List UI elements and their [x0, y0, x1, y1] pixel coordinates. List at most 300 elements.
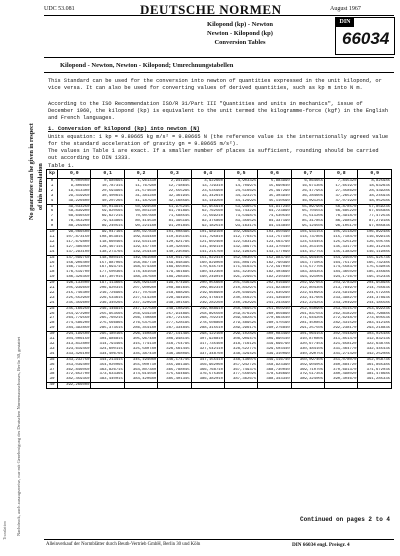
table-cell: 248,108245 [158, 306, 191, 311]
table-cell: 371,672035 [358, 368, 392, 373]
table-cell: 294,199500 [58, 332, 91, 337]
row-kp-value: 30 [47, 332, 58, 337]
table-cell: 317,735460 [191, 342, 224, 347]
table-cell: 308,909475 [224, 337, 257, 342]
table-cell: 46,091255 [291, 199, 324, 204]
table-cell: 331,464770 [325, 347, 358, 352]
table-cell: 237,320930 [124, 301, 157, 306]
table-cell: 76,491870 [325, 214, 358, 219]
table-cell: 41,187930 [124, 199, 157, 204]
table-cell: 304,986815 [91, 337, 124, 342]
table-cell: 183,384355 [291, 270, 324, 275]
table-cell: 53,936575 [224, 204, 257, 209]
table-cell: 285,373515 [91, 326, 124, 331]
table-cell: 150,041745 [158, 255, 191, 260]
table-cell: 96,105170 [325, 224, 358, 229]
table-cell: 379,517355 [291, 372, 324, 377]
table-cell: 376,575360 [191, 372, 224, 377]
table-cell [91, 383, 124, 389]
table-cell: 200,055660 [191, 281, 224, 286]
table-cell: 182,403690 [258, 270, 291, 275]
table-cell: 158,867730 [124, 261, 157, 266]
table-cell: 85,317855 [291, 219, 324, 224]
table-cell: 84,337190 [258, 219, 291, 224]
table-cell: 104,931155 [291, 230, 324, 235]
table-cell: 165,732385 [358, 261, 392, 266]
table-cell: 131,409110 [191, 245, 224, 250]
table-cell: 311,851470 [325, 337, 358, 342]
table-cell: 177,500365 [91, 270, 124, 275]
table-cell: 47,071920 [325, 199, 358, 204]
table-cell: 320,677455 [291, 342, 324, 347]
row-kp-value: 6 [47, 209, 58, 214]
table-cell: 138,273765 [91, 250, 124, 255]
table-cell: 140,235095 [158, 250, 191, 255]
table-cell: 18,632635 [358, 184, 392, 189]
table-cell: 386,382010 [191, 377, 224, 382]
table-cell: 207,900980 [124, 286, 157, 291]
row-kp-value: 3 [47, 194, 58, 199]
document-reference: DIN 66034 engl. Preisgr. 4 [292, 542, 350, 548]
table-cell: 64,723890 [258, 209, 291, 214]
table-cell: 19,613300 [58, 189, 91, 194]
column-header: 0,7 [291, 170, 324, 179]
table-cell: 221,630290 [258, 291, 291, 296]
table-cell: 318,716125 [224, 342, 257, 347]
row-kp-value: 35 [47, 357, 58, 362]
table-cell: 133,370440 [258, 245, 291, 250]
table-cell: 136,312435 [358, 245, 392, 250]
table-cell: 250,069575 [224, 306, 257, 311]
table-cell: 126,505785 [358, 240, 392, 245]
table-cell: 54,917240 [258, 204, 291, 209]
table-cell: 342,252085 [358, 352, 392, 357]
table-cell: 13,729310 [191, 184, 224, 189]
table-cell: 259,876225 [224, 312, 257, 317]
table-cell: 148,080415 [91, 255, 124, 260]
table-cell: 25,497290 [258, 189, 291, 194]
table-cell: 26,477955 [291, 189, 324, 194]
row-kp-value: 11 [47, 235, 58, 240]
table-cell: 115,718470 [325, 235, 358, 240]
table-cell: 82,375860 [191, 219, 224, 224]
table-cell: 351,078070 [325, 357, 358, 362]
table-cell: 251,050240 [258, 306, 291, 311]
table-cell: 135,331770 [325, 245, 358, 250]
table-cell: 22,555295 [158, 189, 191, 194]
table-cell: 66,685220 [325, 209, 358, 214]
table-cell: 257,914895 [158, 312, 191, 317]
row-kp-value: 39 [47, 377, 58, 382]
row-kp-value: 28 [47, 321, 58, 326]
table-cell: 88,259850 [58, 224, 91, 229]
table-cell: 75,511205 [291, 214, 324, 219]
row-kp-value: 38 [47, 372, 58, 377]
table-cell: 319,696790 [258, 342, 291, 347]
header-rule [44, 15, 394, 16]
table-cell: 243,204920 [325, 301, 358, 306]
table-cell: 103,950490 [258, 230, 291, 235]
table-cell: 214,765635 [358, 286, 392, 291]
table-cell [358, 383, 392, 389]
column-header: 0,5 [224, 170, 257, 179]
table-cell: 127,486450 [58, 245, 91, 250]
table-cell: 154,945070 [325, 255, 358, 260]
exactness-paragraph: The values in Table 1 are exact. If a smaller number of places is sufficient, rounding should be carried out according to DIN 1333. [48, 148, 379, 161]
table-cell: 382,459350 [58, 377, 91, 382]
table-cell: 260,856890 [258, 312, 291, 317]
row-kp-value: 4 [47, 199, 58, 204]
table-cell: 62,762560 [191, 209, 224, 214]
table-cell: 60,801230 [124, 209, 157, 214]
column-header: 0,0 [58, 170, 91, 179]
table-cell: 327,542110 [191, 347, 224, 352]
table-cell: 277,528195 [158, 321, 191, 326]
table-cell: 4,903325 [224, 179, 257, 184]
table-cell: 195,152335 [358, 275, 392, 280]
row-kp-value: 18 [47, 270, 58, 275]
table-cell: 45,110590 [258, 199, 291, 204]
table-cell: 373,633365 [91, 372, 124, 377]
din-number: 66034 [342, 29, 390, 48]
table-cell: 290,276840 [258, 326, 291, 331]
title-line: Kilopond (kp) - Newton [207, 21, 273, 28]
table-cell: 17,651970 [325, 184, 358, 189]
table-cell: 194,171670 [325, 275, 358, 280]
table-cell [291, 383, 324, 389]
table-cell: 204,958985 [358, 281, 392, 286]
din-label: DIN [336, 18, 354, 27]
table-cell: 61,781895 [158, 209, 191, 214]
continued-note: Continued on pages 2 to 4 [300, 516, 391, 523]
table-cell: 377,556025 [224, 372, 257, 377]
table-cell: 216,726965 [91, 291, 124, 296]
table-cell: 389,324005 [291, 377, 324, 382]
table-cell: 297,141495 [158, 332, 191, 337]
table-cell: 157,887065 [91, 261, 124, 266]
column-header: 0,3 [158, 170, 191, 179]
table-cell: 187,307015 [91, 275, 124, 280]
table-cell: 44,129925 [224, 199, 257, 204]
table-cell: 220,649625 [224, 291, 257, 296]
row-kp-value: 8 [47, 219, 58, 224]
row-kp-value: 23 [47, 296, 58, 301]
table-cell: 122,583125 [224, 240, 257, 245]
table-cell: 340,290755 [291, 352, 324, 357]
table-cell: 27,458620 [325, 189, 358, 194]
table-cell: 246,146915 [91, 306, 124, 311]
table-cell: 197,113665 [91, 281, 124, 286]
table-cell: 160,829060 [191, 261, 224, 266]
section-heading: 1. Conversion of kilopond (kp) into newton (N) [48, 125, 200, 132]
table-cell: 144,157755 [291, 250, 324, 255]
table-cell: 5,883990 [258, 179, 291, 184]
table-cell: 208,881645 [158, 286, 191, 291]
table-cell: 210,842975 [224, 286, 257, 291]
table-cell: 196,133000 [58, 281, 91, 286]
table-cell: 392,266000 [58, 383, 91, 389]
table-cell: 353,039400 [58, 363, 91, 368]
table-cell: 332,445435 [358, 347, 392, 352]
table-cell: 42,168595 [158, 199, 191, 204]
table-cell: 48,052585 [358, 199, 392, 204]
table-cell: 324,600115 [91, 347, 124, 352]
left-margin [0, 20, 44, 542]
table-cell: 98,066500 [58, 230, 91, 235]
table-cell: 74,530540 [258, 214, 291, 219]
issue-date: August 1967 [330, 6, 361, 12]
units-equation-paragraph: Units equation: 1 kp = 9.80665 kg m/s² = 9.80665 N (the reference value is the internationally agreed value for the standard acceleration of gravity gn = 9.80665 m/s²). [48, 134, 389, 147]
table-cell: 202,016990 [258, 281, 291, 286]
table-header-row [47, 170, 392, 179]
table-cell: 374,614030 [124, 372, 157, 377]
table-cell: 256,934230 [124, 312, 157, 317]
table-cell: 303,025485 [358, 332, 392, 337]
table-cell: 166,713050 [58, 265, 91, 270]
table-cell: 28,439285 [358, 189, 392, 194]
table-cell: 0,000000 [58, 179, 91, 184]
title-line: Newton - Kilopond (kp) [207, 30, 273, 37]
table-cell: 73,549875 [224, 214, 257, 219]
table-cell: 106,892485 [358, 230, 392, 235]
table-cell: 387,362675 [224, 377, 257, 382]
table-cell: 34,323275 [224, 194, 257, 199]
table-cell: 249,088910 [191, 306, 224, 311]
row-kp-value: 14 [47, 250, 58, 255]
table-cell: 0,980665 [91, 179, 124, 184]
iso-paragraph: According to the ISO Recommendation ISO/R 31/Part III "Quantities and units in mechanics", issue of December 1960, the kilopond (kp) is equivalent to the unit termed the kilogramme-force (kgf) in the English and French languages. [48, 101, 389, 121]
table-cell: 32,361945 [158, 194, 191, 199]
table-cell: 255,953565 [91, 312, 124, 317]
table-cell: 264,779550 [58, 316, 91, 321]
table-cell: 176,519700 [58, 270, 91, 275]
table-cell: 203,978320 [325, 281, 358, 286]
table-cell: 156,906400 [58, 261, 91, 266]
table-cell: 281,450855 [291, 321, 324, 326]
table-cell: 253,011570 [325, 306, 358, 311]
row-kp-value: 13 [47, 245, 58, 250]
table-cell: 9,806650 [58, 184, 91, 189]
table-cell: 10,787315 [91, 184, 124, 189]
table-cell: 68,646550 [58, 214, 91, 219]
table-cell: 50,994580 [124, 204, 157, 209]
table-cell: 330,484105 [291, 347, 324, 352]
table-cell: 287,334845 [158, 326, 191, 331]
intro-paragraph: This Standard can be used for the conversion into newton of quantities expressed in the unit kilopond, or vice versa. It can also be used for converting values of derived quantities, such as kp m into N m. [48, 78, 382, 91]
table-cell: 149,061080 [124, 255, 157, 260]
table-cell: 11,767980 [124, 184, 157, 189]
table-cell: 301,064155 [291, 332, 324, 337]
table-cell: 292,238170 [325, 326, 358, 331]
table-cell: 289,296175 [224, 326, 257, 331]
conversion-table [46, 169, 392, 389]
table-cell: 206,920315 [91, 286, 124, 291]
table-cell: 114,737805 [291, 235, 324, 240]
table-cell: 72,569210 [191, 214, 224, 219]
table-cell: 175,539035 [358, 265, 392, 270]
table-cell: 81,395195 [158, 219, 191, 224]
table-cell: 83,356525 [224, 219, 257, 224]
table-cell: 235,359600 [58, 301, 91, 306]
table-cell: 280,470190 [258, 321, 291, 326]
table-cell: 239,282260 [191, 301, 224, 306]
table-cell: 202,997655 [291, 281, 324, 286]
table-cell: 372,652700 [58, 372, 91, 377]
table-cell: 16,671305 [291, 184, 324, 189]
row-kp-value: 32 [47, 342, 58, 347]
row-kp-value: 9 [47, 224, 58, 229]
table-cell: 29,419950 [58, 194, 91, 199]
table-cell: 172,597040 [258, 265, 291, 270]
table-cell: 168,674380 [124, 265, 157, 270]
table-cell [191, 383, 224, 389]
table-cell: 299,102825 [224, 332, 257, 337]
table-cell: 352,058735 [358, 357, 392, 362]
table-cell: 63,743225 [224, 209, 257, 214]
table-cell: 356,962060 [191, 363, 224, 368]
table-cell: 12,748645 [158, 184, 191, 189]
table-cell: 381,478685 [358, 372, 392, 377]
table-cell: 229,475610 [191, 296, 224, 301]
table-cell: 265,760215 [91, 316, 124, 321]
row-kp-value: 22 [47, 291, 58, 296]
table-cell: 380,498020 [325, 372, 358, 377]
table-cell: 33,342610 [191, 194, 224, 199]
table-body [47, 179, 392, 389]
table-cell: 263,798885 [358, 312, 392, 317]
table-cell: 152,983740 [258, 255, 291, 260]
table-cell: 368,730040 [258, 368, 291, 373]
publisher-note: Alleinverkauf der Normblätter durch Beuth-Vertrieb GmbH, Berlin 30 und Köln [46, 542, 201, 547]
table-cell: 107,873150 [58, 235, 91, 240]
table-cell: 231,436940 [258, 296, 291, 301]
table-cell: 141,215760 [191, 250, 224, 255]
row-kp-value: 10 [47, 230, 58, 235]
table-cell: 120,621795 [158, 240, 191, 245]
table-cell: 87,279185 [358, 219, 392, 224]
table-cell: 155,925735 [358, 255, 392, 260]
table-cell: 278,508860 [191, 321, 224, 326]
table-cell: 369,710705 [291, 368, 324, 373]
row-kp-value: 7 [47, 214, 58, 219]
table-cell: 348,136075 [224, 357, 257, 362]
table-cell: 354,020065 [91, 363, 124, 368]
table-cell: 326,561445 [158, 347, 191, 352]
table-cell: 230,456275 [224, 296, 257, 301]
table-cell: 8,825985 [358, 179, 392, 184]
table-cell: 43,149260 [191, 199, 224, 204]
table-cell: 178,481030 [124, 270, 157, 275]
table-cell: 21,574630 [124, 189, 157, 194]
table-cell: 105,911820 [325, 230, 358, 235]
table-cell: 337,348760 [191, 352, 224, 357]
table-cell: 241,243590 [258, 301, 291, 306]
table-cell: 95,124505 [291, 224, 324, 229]
margin-warning-line-2: of this translation [37, 163, 44, 210]
table-cell: 153,964405 [291, 255, 324, 260]
table-cell: 325,580780 [124, 347, 157, 352]
table-cell: 170,635710 [191, 265, 224, 270]
table-cell: 92,182510 [191, 224, 224, 229]
table-cell: 3,922660 [191, 179, 224, 184]
table-cell: 6,864655 [291, 179, 324, 184]
table-cell: 232,417605 [291, 296, 324, 301]
table-cell: 58,839900 [58, 209, 91, 214]
table-cell: 355,981395 [158, 363, 191, 368]
table-cell: 306,948145 [158, 337, 191, 342]
table-cell: 314,793465 [91, 342, 124, 347]
row-kp-value: 5 [47, 204, 58, 209]
table-cell: 316,754795 [158, 342, 191, 347]
table-cell: 20,593965 [91, 189, 124, 194]
table-cell: 217,707630 [124, 291, 157, 296]
table-cell: 328,522775 [224, 347, 257, 352]
table-cell: 244,185585 [358, 301, 392, 306]
table-cell: 212,804305 [291, 286, 324, 291]
table-cell: 93,163175 [224, 224, 257, 229]
table-cell: 108,853815 [91, 235, 124, 240]
table-cell: 80,414530 [124, 219, 157, 224]
table-cell: 201,036325 [224, 281, 257, 286]
table-cell: 247,127580 [124, 306, 157, 311]
title-line: Conversion Tables [214, 39, 266, 46]
table-cell: 192,210340 [258, 275, 291, 280]
table-cell: 112,776475 [224, 235, 257, 240]
table-cell: 224,572285 [358, 291, 392, 296]
row-kp-value: 19 [47, 275, 58, 280]
table-cell: 258,895560 [191, 312, 224, 317]
table-cell: 341,271420 [325, 352, 358, 357]
table-cell: 123,563790 [258, 240, 291, 245]
table-cell: 335,387430 [124, 352, 157, 357]
table-cell: 385,401345 [158, 377, 191, 382]
table-cell: 233,398270 [325, 296, 358, 301]
table-cell: 193,191005 [291, 275, 324, 280]
table-cell: 77,472535 [358, 214, 392, 219]
table-cell: 142,196425 [224, 250, 257, 255]
table-cell: 56,878570 [325, 204, 358, 209]
table-cell: 357,942725 [224, 363, 257, 368]
table-cell: 110,815145 [158, 235, 191, 240]
table-cell: 24,516625 [224, 189, 257, 194]
table-cell: 181,423025 [224, 270, 257, 275]
column-header: 0,1 [91, 170, 124, 179]
table-cell: 14,709975 [224, 184, 257, 189]
table-cell: 266,740880 [124, 316, 157, 321]
table-cell: 242,224255 [291, 301, 324, 306]
table-cell: 370,691370 [325, 368, 358, 373]
table-cell: 236,340265 [91, 301, 124, 306]
table-cell: 147,099750 [58, 255, 91, 260]
table-cell: 365,788045 [158, 368, 191, 373]
table-cell: 228,494945 [158, 296, 191, 301]
table-cell: 390,304670 [325, 377, 358, 382]
table-cell: 378,536690 [258, 372, 291, 377]
table-cell: 124,544455 [291, 240, 324, 245]
table-cell: 334,406765 [91, 352, 124, 357]
table-cell: 359,904055 [291, 363, 324, 368]
table-cell: 134,351105 [291, 245, 324, 250]
table-cell: 2,941995 [158, 179, 191, 184]
table-cell: 52,955910 [191, 204, 224, 209]
table-cell: 254,972900 [58, 312, 91, 317]
table-cell [224, 383, 257, 389]
table-cell: 117,679800 [58, 240, 91, 245]
table-cell: 269,682875 [224, 316, 257, 321]
table-cell: 298,122160 [191, 332, 224, 337]
table-cell: 23,535960 [191, 189, 224, 194]
table-cell: 184,365020 [325, 270, 358, 275]
